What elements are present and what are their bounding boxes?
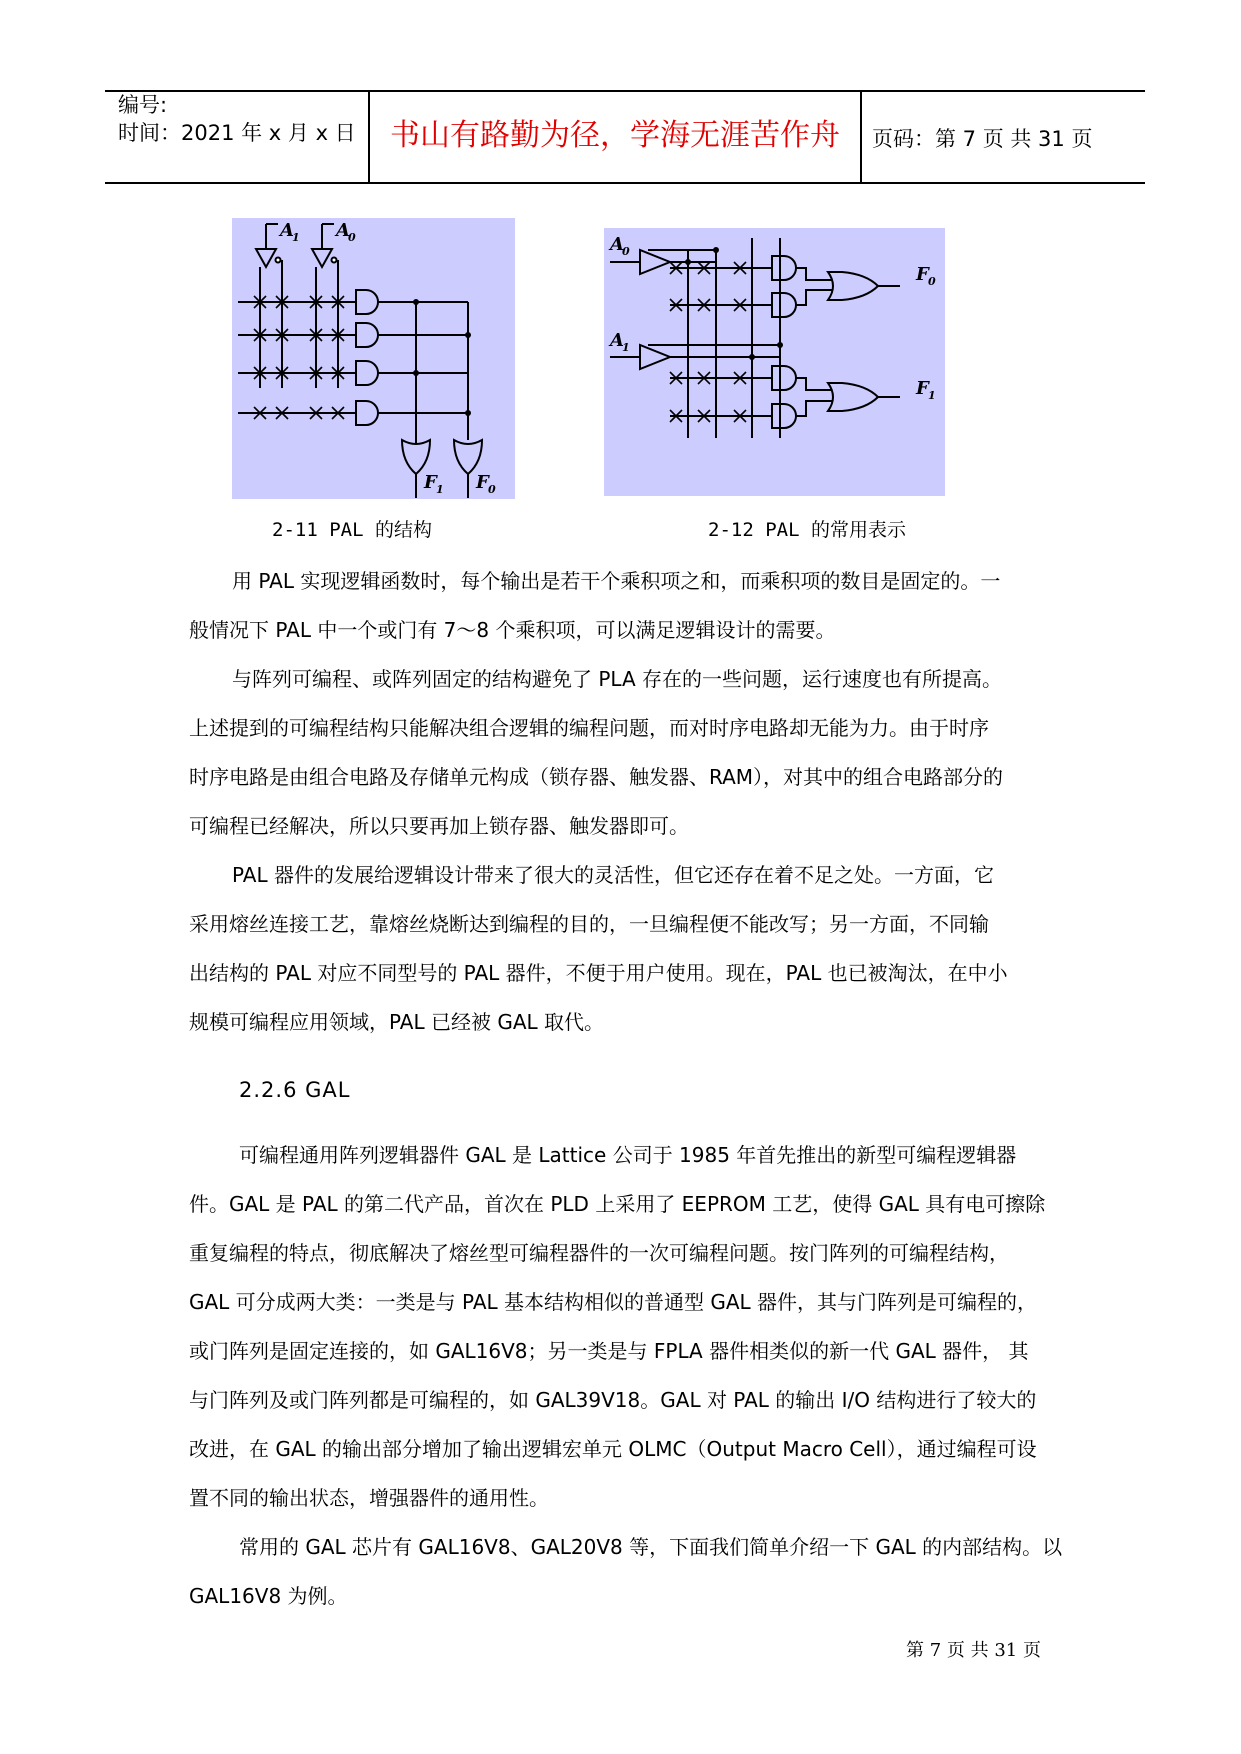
fig2-label-a1: A — [610, 330, 624, 351]
page-footer: 第 7 页 共 31 页 — [906, 1640, 1041, 1661]
figure-caption-2-12: 2-12 PAL 的常用表示 — [708, 519, 906, 541]
fig1-label-f1: F — [424, 472, 437, 493]
body-line: 改进，在 GAL 的输出部分增加了输出逻辑宏单元 OLMC（Output Macro Cell），通过编程可设 — [189, 1437, 1037, 1461]
body-line: GAL16V8 为例。 — [189, 1584, 348, 1608]
body-line: 重复编程的特点，彻底解决了熔丝型可编程器件的一次可编程问题。按门阵列的可编程结构， — [189, 1241, 1009, 1265]
header-page-label: 页码：第 7 页 共 31 页 — [872, 127, 1093, 151]
section-heading: 2.2.6 GAL — [239, 1078, 351, 1102]
body-line: 规模可编程应用领域，PAL 已经被 GAL 取代。 — [189, 1010, 604, 1034]
body-line: 可编程已经解决，所以只要再加上锁存器、触发器即可。 — [189, 814, 689, 838]
header-top-rule — [105, 90, 1145, 92]
body-line: 用 PAL 实现逻辑函数时，每个输出是若干个乘积项之和，而乘积项的数目是固定的。一 — [232, 569, 1001, 593]
body-line: 采用熔丝连接工艺，靠熔丝烧断达到编程的目的，一旦编程便不能改写；另一方面，不同输 — [189, 912, 989, 936]
figure-caption-2-11: 2-11 PAL 的结构 — [272, 519, 432, 541]
header-time-label: 时间：2021 年 x 月 x 日 — [118, 121, 356, 145]
fig1-label-a1-sub: 1 — [292, 231, 300, 244]
fig1-label-a0-sub: 0 — [348, 231, 356, 244]
body-line: 置不同的输出状态，增强器件的通用性。 — [189, 1486, 549, 1510]
fig2-label-a1-sub: 1 — [622, 341, 630, 354]
header-divider-right — [860, 90, 862, 184]
body-line: 常用的 GAL 芯片有 GAL16V8、GAL20V8 等，下面我们简单介绍一下 GAL 的内部结构。以 — [239, 1535, 1063, 1559]
fig2-label-a0-sub: 0 — [622, 245, 630, 258]
fig2-label-a0: A — [610, 234, 624, 255]
body-line: GAL 可分成两大类：一类是与 PAL 基本结构相似的普通型 GAL 器件，其与门阵列是可编程的， — [189, 1290, 1038, 1314]
body-line: 上述提到的可编程结构只能解决组合逻辑的编程问题，而对时序电路却无能为力。由于时序 — [189, 716, 989, 740]
figure-pal-common-notation — [604, 228, 945, 496]
pal-structure-diagram — [232, 218, 515, 499]
body-line: 与门阵列及或门阵列都是可编程的，如 GAL39V18。GAL 对 PAL 的输出 I/O 结构进行了较大的 — [189, 1388, 1037, 1412]
header-motto: 书山有路勤为径，学海无涯苦作舟 — [390, 118, 840, 153]
body-line: 件。GAL 是 PAL 的第二代产品，首次在 PLD 上采用了 EEPROM 工艺，使得 GAL 具有电可擦除 — [189, 1192, 1046, 1216]
fig1-label-a0: A — [336, 220, 350, 241]
header-bottom-rule — [105, 182, 1145, 184]
body-line: 出结构的 PAL 对应不同型号的 PAL 器件，不便于用户使用。现在，PAL 也已被淘汰，在中小 — [189, 961, 1008, 985]
body-line: 与阵列可编程、或阵列固定的结构避免了 PLA 存在的一些问题，运行速度也有所提高。 — [232, 667, 1003, 691]
pal-notation-diagram — [604, 228, 945, 496]
fig1-label-f1-sub: 1 — [436, 483, 444, 496]
fig2-label-f0: F — [916, 264, 929, 285]
fig1-label-f0-sub: 0 — [488, 483, 496, 496]
fig2-label-f1-sub: 1 — [928, 389, 936, 402]
body-line: 可编程通用阵列逻辑器件 GAL 是 Lattice 公司于 1985 年首先推出的新型可编程逻辑器 — [239, 1143, 1017, 1167]
body-line: 般情况下 PAL 中一个或门有 7～8 个乘积项，可以满足逻辑设计的需要。 — [189, 618, 836, 642]
body-line: PAL 器件的发展给逻辑设计带来了很大的灵活性，但它还存在着不足之处。一方面，它 — [232, 863, 994, 887]
fig2-label-f1: F — [916, 378, 929, 399]
fig1-label-a1: A — [280, 220, 294, 241]
fig1-label-f0: F — [476, 472, 489, 493]
fig2-label-f0-sub: 0 — [928, 275, 936, 288]
figure-pal-structure — [232, 218, 515, 499]
header-number-label: 编号: — [118, 93, 168, 117]
body-line: 或门阵列是固定连接的，如 GAL16V8；另一类是与 FPLA 器件相类似的新一代 GAL 器件， 其 — [189, 1339, 1029, 1363]
body-line: 时序电路是由组合电路及存储单元构成（锁存器、触发器、RAM），对其中的组合电路部分的 — [189, 765, 1004, 789]
